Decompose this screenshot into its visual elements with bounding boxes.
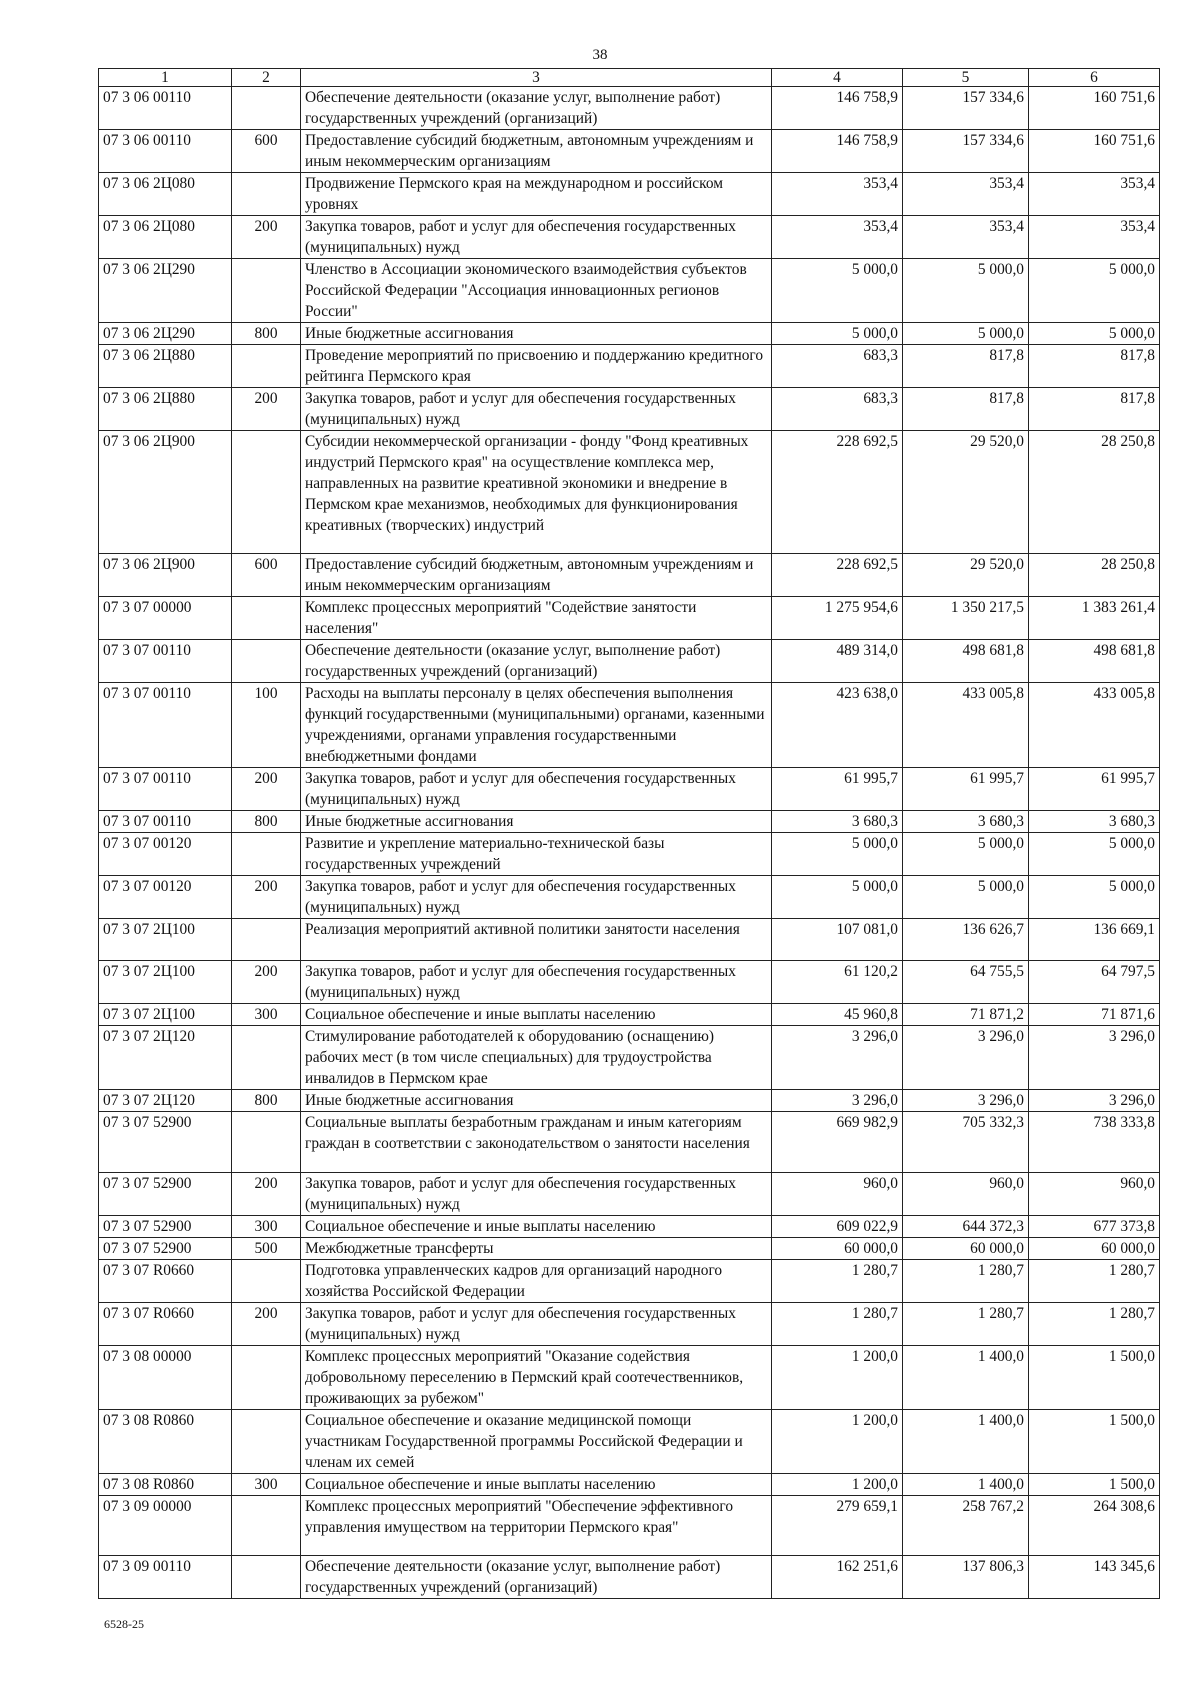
expense-type-cell [232, 1346, 301, 1410]
name-cell: Закупка товаров, работ и услуг для обеспечения государственных (муниципальных) нужд [301, 1173, 772, 1216]
expense-type-cell [232, 173, 301, 216]
column-header: 4 [772, 69, 903, 87]
budget-table [98, 68, 1160, 1599]
table-row [99, 811, 1160, 833]
code-cell: 07 3 07 00000 [99, 597, 232, 640]
amount-year3-cell: 5 000,0 [1029, 876, 1160, 919]
amount-year2-cell: 5 000,0 [903, 833, 1029, 876]
amount-year1-cell: 162 251,6 [772, 1556, 903, 1599]
name-cell: Закупка товаров, работ и услуг для обеспечения государственных (муниципальных) нужд [301, 961, 772, 1004]
amount-year3-cell: 5 000,0 [1029, 833, 1160, 876]
amount-year1-cell: 5 000,0 [772, 323, 903, 345]
code-cell: 07 3 07 00120 [99, 833, 232, 876]
code-cell: 07 3 06 2Ц290 [99, 323, 232, 345]
amount-year1-cell: 3 680,3 [772, 811, 903, 833]
name-cell: Обеспечение деятельности (оказание услуг, выполнение работ) государственных учреждений (организаций) [301, 640, 772, 683]
table-body [99, 87, 1160, 1599]
column-header: 2 [232, 69, 301, 87]
amount-year2-cell: 1 400,0 [903, 1474, 1029, 1496]
footer-code: 6528-25 [104, 1617, 144, 1631]
code-cell: 07 3 06 2Ц080 [99, 173, 232, 216]
table-row [99, 173, 1160, 216]
amount-year3-cell: 3 296,0 [1029, 1090, 1160, 1112]
table-row [99, 431, 1160, 554]
table-row [99, 1216, 1160, 1238]
name-cell: Социальное обеспечение и иные выплаты населению [301, 1474, 772, 1496]
name-cell: Закупка товаров, работ и услуг для обеспечения государственных (муниципальных) нужд [301, 216, 772, 259]
name-cell: Иные бюджетные ассигнования [301, 1090, 772, 1112]
table-row [99, 1026, 1160, 1090]
name-cell: Закупка товаров, работ и услуг для обеспечения государственных (муниципальных) нужд [301, 768, 772, 811]
expense-type-cell: 200 [232, 768, 301, 811]
name-cell: Предоставление субсидий бюджетным, автономным учреждениям и иным некоммерческим организациям [301, 554, 772, 597]
amount-year1-cell: 353,4 [772, 173, 903, 216]
code-cell: 07 3 07 00110 [99, 683, 232, 768]
name-cell: Комплекс процессных мероприятий "Обеспечение эффективного управления имуществом на территории Пермского края" [301, 1496, 772, 1556]
name-cell: Обеспечение деятельности (оказание услуг, выполнение работ) государственных учреждений (организаций) [301, 1556, 772, 1599]
name-cell: Реализация мероприятий активной политики занятости населения [301, 919, 772, 961]
amount-year3-cell: 28 250,8 [1029, 554, 1160, 597]
amount-year2-cell: 157 334,6 [903, 130, 1029, 173]
table-row [99, 919, 1160, 961]
amount-year2-cell: 3 296,0 [903, 1026, 1029, 1090]
table-row [99, 768, 1160, 811]
table-row [99, 1303, 1160, 1346]
amount-year3-cell: 1 280,7 [1029, 1303, 1160, 1346]
table-row [99, 1410, 1160, 1474]
amount-year3-cell: 3 680,3 [1029, 811, 1160, 833]
amount-year3-cell: 143 345,6 [1029, 1556, 1160, 1599]
name-cell: Подготовка управленческих кадров для организаций народного хозяйства Российской Федерации [301, 1260, 772, 1303]
table-row [99, 1173, 1160, 1216]
amount-year1-cell: 1 275 954,6 [772, 597, 903, 640]
code-cell: 07 3 07 2Ц120 [99, 1090, 232, 1112]
amount-year1-cell: 146 758,9 [772, 130, 903, 173]
expense-type-cell: 300 [232, 1004, 301, 1026]
table-row [99, 87, 1160, 130]
table-row [99, 1260, 1160, 1303]
column-header: 1 [99, 69, 232, 87]
name-cell: Продвижение Пермского края на международном и российском уровнях [301, 173, 772, 216]
amount-year1-cell: 279 659,1 [772, 1496, 903, 1556]
code-cell: 07 3 06 2Ц880 [99, 388, 232, 431]
code-cell: 07 3 08 R0860 [99, 1410, 232, 1474]
amount-year3-cell: 60 000,0 [1029, 1238, 1160, 1260]
code-cell: 07 3 07 2Ц100 [99, 1004, 232, 1026]
amount-year2-cell: 1 400,0 [903, 1346, 1029, 1410]
code-cell: 07 3 08 R0860 [99, 1474, 232, 1496]
name-cell: Членство в Ассоциации экономического взаимодействия субъектов Российской Федерации "Ассоциация инновационных регионов России" [301, 259, 772, 323]
table-row [99, 345, 1160, 388]
name-cell: Комплекс процессных мероприятий "Оказание содействия добровольному переселению в Пермский край соотечественников, проживающих за рубежом" [301, 1346, 772, 1410]
table-row [99, 388, 1160, 431]
amount-year2-cell: 64 755,5 [903, 961, 1029, 1004]
code-cell: 07 3 07 00110 [99, 768, 232, 811]
expense-type-cell [232, 1556, 301, 1599]
amount-year3-cell: 136 669,1 [1029, 919, 1160, 961]
amount-year2-cell: 3 680,3 [903, 811, 1029, 833]
amount-year2-cell: 1 350 217,5 [903, 597, 1029, 640]
name-cell: Предоставление субсидий бюджетным, автономным учреждениям и иным некоммерческим организациям [301, 130, 772, 173]
table-row [99, 1090, 1160, 1112]
amount-year2-cell: 5 000,0 [903, 259, 1029, 323]
code-cell: 07 3 07 52900 [99, 1238, 232, 1260]
amount-year2-cell: 353,4 [903, 173, 1029, 216]
amount-year1-cell: 45 960,8 [772, 1004, 903, 1026]
code-cell: 07 3 07 52900 [99, 1173, 232, 1216]
table-row [99, 1496, 1160, 1556]
amount-year1-cell: 61 120,2 [772, 961, 903, 1004]
expense-type-cell [232, 87, 301, 130]
expense-type-cell: 200 [232, 1173, 301, 1216]
amount-year3-cell: 61 995,7 [1029, 768, 1160, 811]
name-cell: Социальное обеспечение и иные выплаты населению [301, 1004, 772, 1026]
name-cell: Обеспечение деятельности (оказание услуг, выполнение работ) государственных учреждений (организаций) [301, 87, 772, 130]
expense-type-cell [232, 833, 301, 876]
expense-type-cell [232, 1026, 301, 1090]
table-row [99, 1556, 1160, 1599]
amount-year2-cell: 136 626,7 [903, 919, 1029, 961]
expense-type-cell: 800 [232, 323, 301, 345]
amount-year1-cell: 3 296,0 [772, 1090, 903, 1112]
amount-year3-cell: 677 373,8 [1029, 1216, 1160, 1238]
amount-year2-cell: 60 000,0 [903, 1238, 1029, 1260]
expense-type-cell [232, 597, 301, 640]
amount-year1-cell: 1 280,7 [772, 1303, 903, 1346]
expense-type-cell [232, 919, 301, 961]
amount-year3-cell: 1 383 261,4 [1029, 597, 1160, 640]
code-cell: 07 3 09 00110 [99, 1556, 232, 1599]
amount-year2-cell: 1 280,7 [903, 1260, 1029, 1303]
amount-year1-cell: 5 000,0 [772, 876, 903, 919]
amount-year3-cell: 28 250,8 [1029, 431, 1160, 554]
expense-type-cell: 500 [232, 1238, 301, 1260]
expense-type-cell [232, 1410, 301, 1474]
table-row [99, 1346, 1160, 1410]
table-row [99, 259, 1160, 323]
amount-year3-cell: 353,4 [1029, 173, 1160, 216]
expense-type-cell: 300 [232, 1216, 301, 1238]
amount-year3-cell: 498 681,8 [1029, 640, 1160, 683]
amount-year1-cell: 5 000,0 [772, 259, 903, 323]
amount-year3-cell: 5 000,0 [1029, 323, 1160, 345]
name-cell: Закупка товаров, работ и услуг для обеспечения государственных (муниципальных) нужд [301, 388, 772, 431]
amount-year3-cell: 1 280,7 [1029, 1260, 1160, 1303]
expense-type-cell [232, 345, 301, 388]
table-row [99, 683, 1160, 768]
amount-year2-cell: 29 520,0 [903, 431, 1029, 554]
amount-year2-cell: 137 806,3 [903, 1556, 1029, 1599]
amount-year1-cell: 5 000,0 [772, 833, 903, 876]
code-cell: 07 3 06 00110 [99, 130, 232, 173]
amount-year3-cell: 160 751,6 [1029, 130, 1160, 173]
amount-year1-cell: 960,0 [772, 1173, 903, 1216]
amount-year2-cell: 29 520,0 [903, 554, 1029, 597]
amount-year2-cell: 157 334,6 [903, 87, 1029, 130]
column-header: 3 [301, 69, 772, 87]
amount-year3-cell: 817,8 [1029, 388, 1160, 431]
code-cell: 07 3 06 2Ц900 [99, 554, 232, 597]
code-cell: 07 3 07 R0660 [99, 1260, 232, 1303]
amount-year1-cell: 683,3 [772, 345, 903, 388]
code-cell: 07 3 07 R0660 [99, 1303, 232, 1346]
amount-year2-cell: 5 000,0 [903, 323, 1029, 345]
name-cell: Социальное обеспечение и оказание медицинской помощи участникам Государственной программы Российской Федерации и членам их семей [301, 1410, 772, 1474]
name-cell: Субсидии некоммерческой организации - фонду "Фонд креативных индустрий Пермского края" на осуществление комплекса мер, направленных на развитие креативной экономики и внедрение в Пермском крае механизмов, необходимых для функционирования креативных (творческих) индустрий [301, 431, 772, 554]
table-row [99, 961, 1160, 1004]
page-number: 38 [592, 47, 608, 63]
expense-type-cell [232, 1112, 301, 1173]
amount-year2-cell: 3 296,0 [903, 1090, 1029, 1112]
code-cell: 07 3 07 00120 [99, 876, 232, 919]
amount-year3-cell: 433 005,8 [1029, 683, 1160, 768]
amount-year1-cell: 1 200,0 [772, 1346, 903, 1410]
table-row [99, 1474, 1160, 1496]
amount-year3-cell: 817,8 [1029, 345, 1160, 388]
expense-type-cell: 600 [232, 554, 301, 597]
amount-year1-cell: 1 200,0 [772, 1410, 903, 1474]
code-cell: 07 3 07 00110 [99, 640, 232, 683]
table-row [99, 323, 1160, 345]
table-row [99, 640, 1160, 683]
amount-year3-cell: 5 000,0 [1029, 259, 1160, 323]
amount-year1-cell: 683,3 [772, 388, 903, 431]
expense-type-cell: 200 [232, 388, 301, 431]
amount-year1-cell: 3 296,0 [772, 1026, 903, 1090]
expense-type-cell: 800 [232, 1090, 301, 1112]
expense-type-cell: 100 [232, 683, 301, 768]
amount-year2-cell: 61 995,7 [903, 768, 1029, 811]
code-cell: 07 3 06 00110 [99, 87, 232, 130]
expense-type-cell: 200 [232, 876, 301, 919]
name-cell: Социальное обеспечение и иные выплаты населению [301, 1216, 772, 1238]
table-row [99, 1004, 1160, 1026]
column-header: 5 [903, 69, 1029, 87]
amount-year2-cell: 71 871,2 [903, 1004, 1029, 1026]
name-cell: Закупка товаров, работ и услуг для обеспечения государственных (муниципальных) нужд [301, 876, 772, 919]
table-row [99, 554, 1160, 597]
amount-year2-cell: 5 000,0 [903, 876, 1029, 919]
amount-year1-cell: 423 638,0 [772, 683, 903, 768]
amount-year3-cell: 1 500,0 [1029, 1346, 1160, 1410]
amount-year2-cell: 705 332,3 [903, 1112, 1029, 1173]
name-cell: Социальные выплаты безработным гражданам и иным категориям граждан в соответствии с законодательством о занятости населения [301, 1112, 772, 1173]
name-cell: Иные бюджетные ассигнования [301, 323, 772, 345]
expense-type-cell: 600 [232, 130, 301, 173]
amount-year2-cell: 1 280,7 [903, 1303, 1029, 1346]
expense-type-cell: 200 [232, 1303, 301, 1346]
expense-type-cell [232, 1496, 301, 1556]
table-row [99, 130, 1160, 173]
amount-year2-cell: 817,8 [903, 388, 1029, 431]
column-header: 6 [1029, 69, 1160, 87]
amount-year3-cell: 1 500,0 [1029, 1410, 1160, 1474]
expense-type-cell [232, 640, 301, 683]
code-cell: 07 3 07 2Ц100 [99, 919, 232, 961]
name-cell: Расходы на выплаты персоналу в целях обеспечения выполнения функций государственными (муниципальными) органами, казенными учреждениями, органами управления государственными внебюджетными фондами [301, 683, 772, 768]
name-cell: Развитие и укрепление материально-технической базы государственных учреждений [301, 833, 772, 876]
code-cell: 07 3 06 2Ц880 [99, 345, 232, 388]
amount-year1-cell: 609 022,9 [772, 1216, 903, 1238]
amount-year3-cell: 264 308,6 [1029, 1496, 1160, 1556]
amount-year1-cell: 60 000,0 [772, 1238, 903, 1260]
table-row [99, 597, 1160, 640]
code-cell: 07 3 07 2Ц100 [99, 961, 232, 1004]
table-row [99, 833, 1160, 876]
amount-year2-cell: 498 681,8 [903, 640, 1029, 683]
table-row [99, 876, 1160, 919]
expense-type-cell [232, 1260, 301, 1303]
expense-type-cell: 200 [232, 961, 301, 1004]
code-cell: 07 3 06 2Ц900 [99, 431, 232, 554]
amount-year2-cell: 353,4 [903, 216, 1029, 259]
amount-year2-cell: 1 400,0 [903, 1410, 1029, 1474]
code-cell: 07 3 06 2Ц290 [99, 259, 232, 323]
amount-year1-cell: 353,4 [772, 216, 903, 259]
expense-type-cell: 300 [232, 1474, 301, 1496]
amount-year2-cell: 817,8 [903, 345, 1029, 388]
amount-year3-cell: 1 500,0 [1029, 1474, 1160, 1496]
amount-year1-cell: 489 314,0 [772, 640, 903, 683]
name-cell: Межбюджетные трансферты [301, 1238, 772, 1260]
name-cell: Закупка товаров, работ и услуг для обеспечения государственных (муниципальных) нужд [301, 1303, 772, 1346]
table-row [99, 1112, 1160, 1173]
amount-year3-cell: 160 751,6 [1029, 87, 1160, 130]
expense-type-cell [232, 431, 301, 554]
amount-year1-cell: 1 280,7 [772, 1260, 903, 1303]
amount-year3-cell: 353,4 [1029, 216, 1160, 259]
code-cell: 07 3 08 00000 [99, 1346, 232, 1410]
amount-year1-cell: 61 995,7 [772, 768, 903, 811]
name-cell: Проведение мероприятий по присвоению и поддержанию кредитного рейтинга Пермского края [301, 345, 772, 388]
code-cell: 07 3 07 00110 [99, 811, 232, 833]
amount-year3-cell: 71 871,6 [1029, 1004, 1160, 1026]
table-row [99, 216, 1160, 259]
amount-year1-cell: 228 692,5 [772, 431, 903, 554]
amount-year2-cell: 960,0 [903, 1173, 1029, 1216]
amount-year1-cell: 146 758,9 [772, 87, 903, 130]
code-cell: 07 3 07 2Ц120 [99, 1026, 232, 1090]
amount-year1-cell: 669 982,9 [772, 1112, 903, 1173]
name-cell: Комплекс процессных мероприятий "Содействие занятости населения" [301, 597, 772, 640]
code-cell: 07 3 07 52900 [99, 1112, 232, 1173]
amount-year2-cell: 644 372,3 [903, 1216, 1029, 1238]
expense-type-cell: 800 [232, 811, 301, 833]
amount-year2-cell: 433 005,8 [903, 683, 1029, 768]
name-cell: Иные бюджетные ассигнования [301, 811, 772, 833]
amount-year1-cell: 228 692,5 [772, 554, 903, 597]
expense-type-cell [232, 259, 301, 323]
amount-year3-cell: 64 797,5 [1029, 961, 1160, 1004]
amount-year2-cell: 258 767,2 [903, 1496, 1029, 1556]
name-cell: Стимулирование работодателей к оборудованию (оснащению) рабочих мест (в том числе специальных) для трудоустройства инвалидов в Пермском крае [301, 1026, 772, 1090]
code-cell: 07 3 06 2Ц080 [99, 216, 232, 259]
table-header-row [99, 69, 1160, 87]
amount-year3-cell: 3 296,0 [1029, 1026, 1160, 1090]
code-cell: 07 3 07 52900 [99, 1216, 232, 1238]
amount-year3-cell: 738 333,8 [1029, 1112, 1160, 1173]
expense-type-cell: 200 [232, 216, 301, 259]
table-row [99, 1238, 1160, 1260]
amount-year1-cell: 1 200,0 [772, 1474, 903, 1496]
code-cell: 07 3 09 00000 [99, 1496, 232, 1556]
amount-year1-cell: 107 081,0 [772, 919, 903, 961]
amount-year3-cell: 960,0 [1029, 1173, 1160, 1216]
